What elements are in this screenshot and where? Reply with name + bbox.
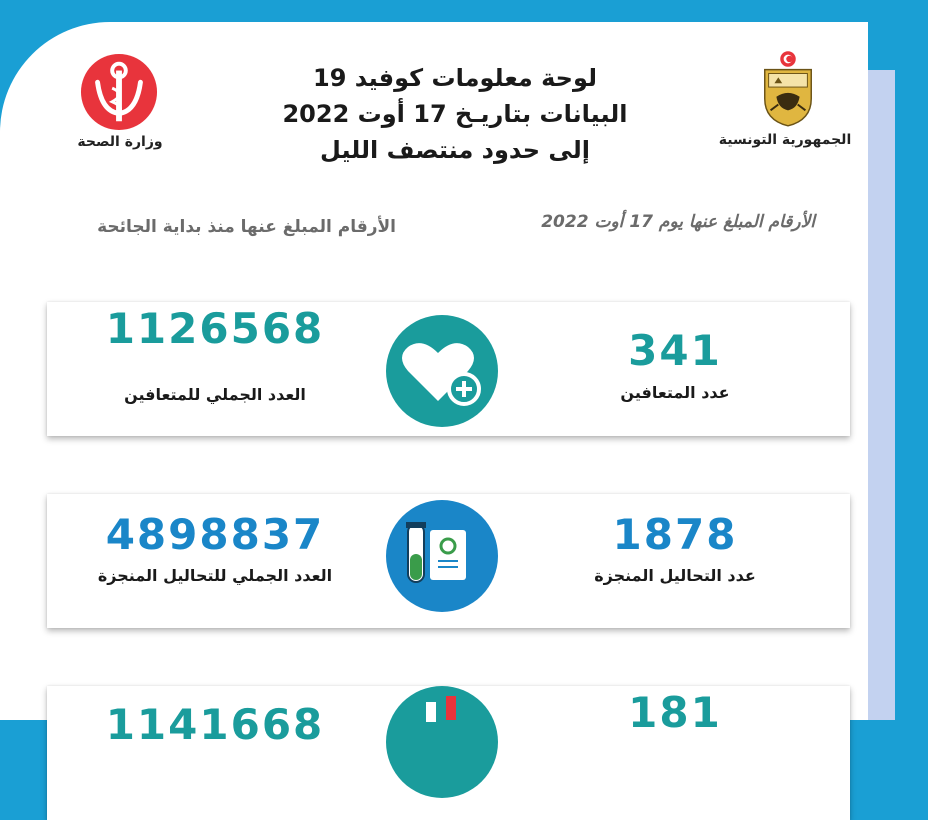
test-tube-icon [386, 500, 498, 612]
daily-third-value: 181 [628, 688, 722, 737]
subheader-today: الأرقام المبلغ عنها يوم 17 أوت 2022 [541, 212, 815, 232]
syringe-icon [386, 686, 498, 798]
daily-tests-label: عدد التحاليل المنجزة [594, 566, 756, 585]
title-line-3: إلى حدود منتصف الليل [320, 136, 590, 164]
ministry-name: وزارة الصحة [77, 134, 163, 150]
page-title [220, 60, 690, 168]
tests-icon-badge [386, 500, 498, 612]
title-line-1: لوحة معلومات كوفيد 19 [313, 64, 597, 92]
tunisia-emblem-logo [757, 50, 819, 128]
republic-name: الجمهورية التونسية [718, 132, 852, 148]
title-line-2: البيانات بتاريـخ 17 أوت 2022 [282, 100, 628, 128]
daily-tests-value: 1878 [612, 510, 738, 559]
ministry-of-health-logo [80, 53, 158, 131]
heart-plus-icon [386, 315, 498, 427]
subheader-cumulative: الأرقام المبلغ عنها منذ بداية الجائحة [97, 217, 396, 237]
daily-recoveries-value: 341 [628, 326, 722, 375]
total-recoveries-label: العدد الجملي للمتعافين [124, 385, 306, 404]
total-third-value: 1141668 [105, 700, 325, 749]
total-tests-label: العدد الجملي للتحاليل المنجزة [97, 566, 333, 585]
recoveries-icon-badge [386, 315, 498, 427]
third-icon-badge [386, 686, 498, 798]
total-recoveries-value: 1126568 [105, 304, 325, 353]
daily-recoveries-label: عدد المتعافين [620, 383, 730, 402]
total-tests-value: 4898837 [105, 510, 325, 559]
